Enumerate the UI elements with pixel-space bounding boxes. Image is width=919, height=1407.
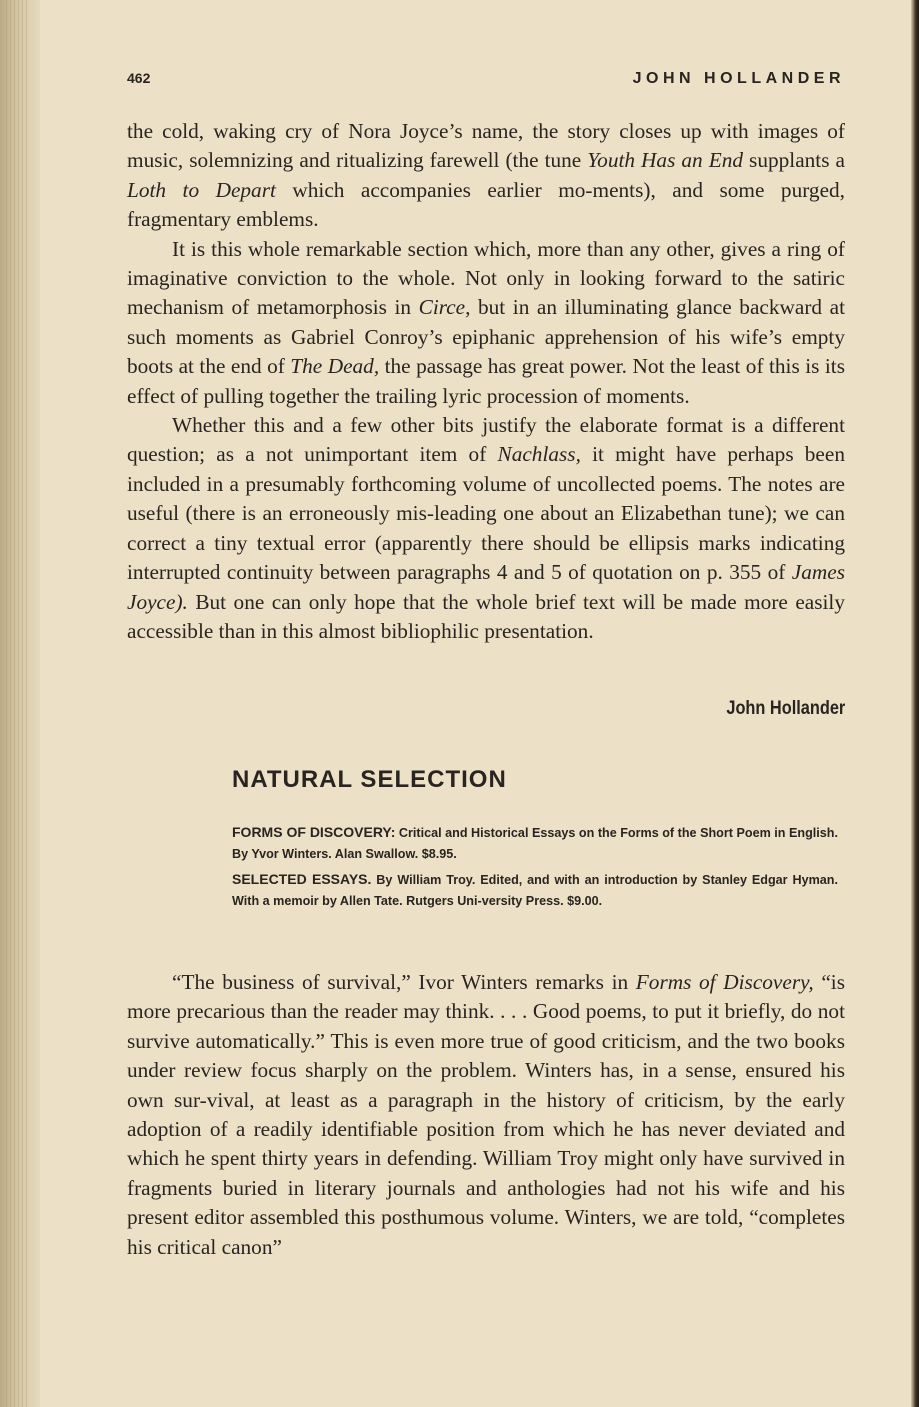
text-run: which accompanies earlier mo-ments), and some purged, fragmentary emblems. [127,177,845,232]
text-run: But one can only hope that the whole brief text will be made more easily accessible than in this almost bibliophilic presentation. [127,589,845,643]
book-title: SELECTED ESSAYS. [232,871,372,887]
books-under-review [232,822,838,911]
book-title: FORMS OF DISCOVERY: [232,824,396,840]
gutter-page-edges [6,0,28,1407]
reviewer-signature: John Hollander [726,698,845,719]
paragraph [127,117,845,235]
text-run: “is more precarious than the reader may think. . . . Good poems, to put it briefly, do not survive automatically.” This is even more true of good criticism, and the two books under review focus sharply on the problem. Winters has, in a sense, ensured his own sur-vival, at least as a paragraph in the history of criticism, by the early adoption of a readily identifiable position from which he has never deviated and which he spent thirty years in defending. William Troy might only have survived in fragments buried in literary journals and anthologies had not his wife and his present editor assembled this posthumous volume. Winters, we are told, “completes his critical canon” [127,970,846,1259]
italic-title: Circe, [418,295,471,320]
page-header [127,70,845,92]
italic-title: Nachlass, [497,442,581,467]
section-title: NATURAL SELECTION [232,766,507,793]
page-number: 462 [127,70,151,86]
paragraph [127,411,845,646]
italic-title: James Joyce). [127,560,845,614]
text-run: It is this whole remarkable section which, more than any other, gives a ring of imaginative conviction to the whole. Not only in looking forward to the satiric mechanism of metamorphosis in [127,236,845,320]
page-right-edge-shadow [911,0,919,1407]
italic-title: Forms of Discovery, [635,970,814,994]
text-run: but in an illuminating glance backward at such moments as Gabriel Conroy’s epiphanic apprehension of his wife’s empty boots at the end of [127,295,845,379]
text-run: it might have perhaps been included in a presumably forthcoming volume of uncollected poems. The notes are useful (there is an erroneously mis-leading one about an Elizabethan tune); we can correct a tiny textual error (apparently there should be ellipsis marks indicating interrupted continuity between paragraphs 4 and 5 of quotation on p. 355 of [127,442,845,585]
paragraph [127,235,845,411]
text-run: Critical and Historical Essays on the Forms of the Short Poem in English. By Yvor Winters. Alan Swallow. $8.95. [232,826,838,861]
text-run: “The business of survival,” Ivor Winters remarks in [172,970,636,994]
text-run: the cold, waking cry of Nora Joyce’s name, the story closes up with images of music, solemnizing and ritualizing farewell (the tune [127,119,845,173]
text-run: supplants a [743,148,845,173]
italic-title: Youth Has an End [587,148,744,173]
text-run: By William Troy. Edited, and with an introduction by Stanley Edgar Hyman. With a memoir by Allen Tate. Rutgers Uni-versity Press. $9.00. [232,873,838,908]
text-run: the passage has great power. Not the least of this is its effect of pulling together the trailing lyric procession of moments. [127,354,845,408]
review-body [127,968,845,1262]
italic-title: Loth to Depart [127,177,276,202]
book-entry [232,822,838,864]
running-head: JOHN HOLLANDER [632,70,845,87]
review-continuation [127,117,845,646]
text-run: Whether this and a few other bits justify the elaborate format is a different question; as a not unimportant item of [127,413,845,467]
book-gutter [0,0,40,1407]
paragraph [127,968,845,1262]
book-entry [232,869,838,911]
italic-title: The Dead, [290,354,380,379]
